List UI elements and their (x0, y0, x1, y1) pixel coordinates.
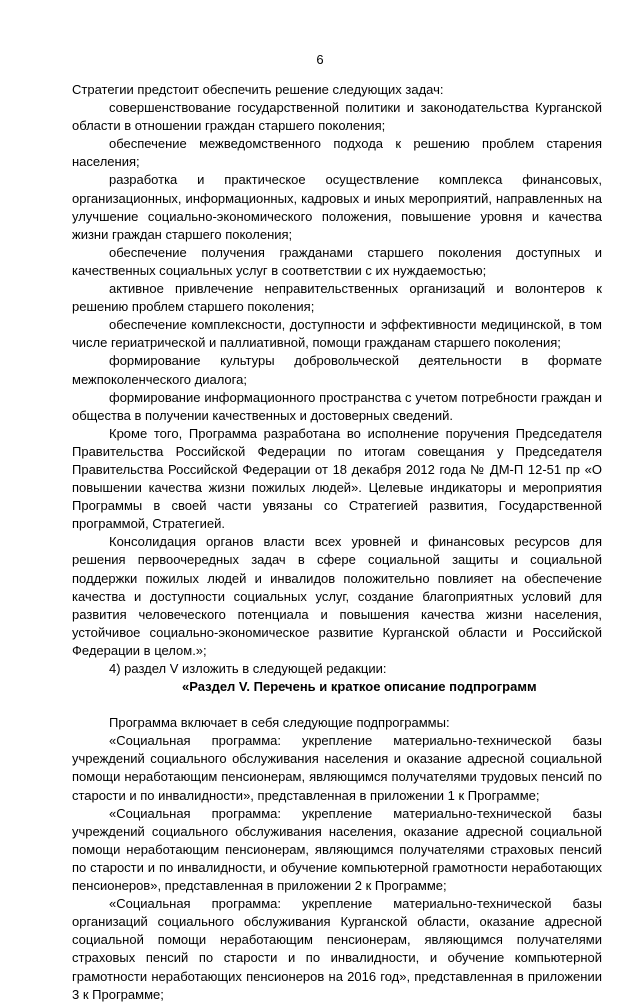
paragraph: Консолидация органов власти всех уровней и финансовых ресурсов для решения первоочередных задач в сфере социальной защиты и социальной поддержки пожилых людей и инвалидов положительно повлияет на обеспечение качества и доступности социальных услуг, создание благоприятных условий для развития человеческого потенциала и повышения качества жизни населения, устойчивое социально-экономическое развитие Курганской области и Российской Федерации в целом.»; (72, 534, 602, 658)
paragraph: формирование культуры добровольческой деятельности в формате межпоколенческого диалога; (72, 353, 602, 387)
paragraph: разработка и практическое осуществление комплекса финансовых, организационных, информационных, кадровых и иных мероприятий, направленных на улучшение социально-экономического положения, повышение уровня и качества жизни граждан старшего поколения; (72, 172, 602, 242)
paragraph: обеспечение получения гражданами старшего поколения доступных и качественных социальных услуг в соответствии с их нуждаемостью; (72, 244, 602, 278)
paragraph: совершенствование государственной политики и законодательства Курганской области в отношении граждан старшего поколения; (72, 100, 602, 134)
paragraph: 4) раздел V изложить в следующей редакции: (109, 661, 387, 676)
paragraph: формирование информационного пространства с учетом потребности граждан и общества в получении качественных и достоверных сведений. (72, 389, 602, 423)
paragraph: «Социальная программа: укрепление материально-технической базы организаций социального обслуживания Курганской области, оказание адресной социальной помощи неработающим пенсионерам, являющимся получателями страховых пенсий по старости и по инвалидности, и обучение компьютерной грамотности неработающих пенсионеров на 2016 год», представленная в приложении 3 к Программе; (72, 896, 602, 1002)
paragraph: Программа включает в себя следующие подпрограммы: (109, 715, 450, 731)
document-body (72, 81, 602, 1004)
paragraph: «Социальная программа: укрепление материально-технической базы учреждений социального обслуживания населения и оказание адресной социальной помощи неработающим пенсионерам, являющимся получателями трудовых пенсий по старости и по инвалидности», представленная в приложении 1 к Программе; (72, 733, 602, 803)
blank-line (72, 696, 602, 714)
section-heading: «Раздел V. Перечень и краткое описание подпрограмм (182, 679, 537, 695)
paragraph: обеспечение межведомственного подхода к решению проблем старения населения; (72, 136, 602, 170)
paragraph: «Социальная программа: укрепление материально-технической базы учреждений социального обслуживания населения, оказание адресной социальной помощи неработающим пенсионерам, являющимся получателями страховых пенсий по старости и по инвалидности, и обучение компьютерной грамотности неработающих пенсионеров», представленная в приложении 2 к Программе; (72, 805, 602, 894)
paragraph: Кроме того, Программа разработана во исполнение поручения Председателя Правительства Российской Федерации по итогам совещания у Председателя Правительства Российской Федерации от 18 декабря 2012 года № ДМ-П 12-51 пр «О повышении качества жизни пожилых людей». Целевые индикаторы и мероприятия Программы в своей части увязаны со Стратегией развития, Государственной программой, Стратегией. (72, 425, 602, 532)
paragraph: активное привлечение неправительственных организаций и волонтеров к решению проблем старшего поколения; (72, 281, 602, 315)
paragraph: Стратегии предстоит обеспечить решение следующих задач: (72, 82, 444, 97)
page-number: 6 (316, 52, 324, 67)
paragraph: обеспечение комплексности, доступности и эффективности медицинской, в том числе гериатрической и паллиативной, помощи гражданам старшего поколения; (72, 317, 602, 351)
